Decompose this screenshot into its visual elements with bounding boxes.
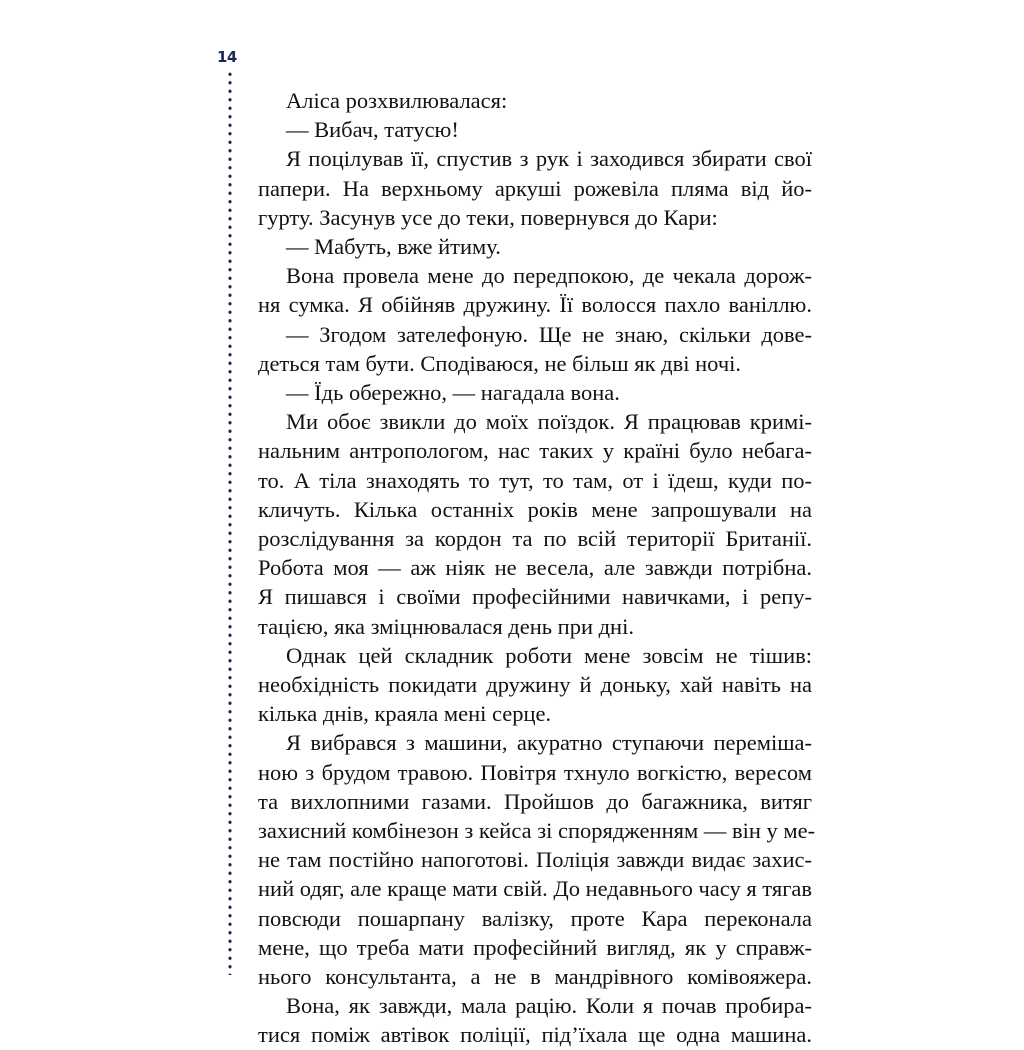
text-line: Вона, як завжди, мала рацію. Коли я почав пробира- [286,993,812,1019]
text-line: Аліса розхвилювалася: [286,88,508,113]
text-line: Ми обоє звикли до моїх поїздок. Я працював кримі- [286,409,812,435]
page-number: 14 [217,48,237,66]
text-line: Я поцілував її, спустив з рук і заходився збирати свої [286,146,812,172]
text-line: — Згодом зателефоную. Ще не знаю, скільки дове- [286,321,812,347]
text-line: папери. На верхньому аркуші рожевіла пляма від йо- [258,175,812,201]
text-line: захисний комбінезон з кейса зі спорядженням — він у ме- [258,818,816,843]
text-line: нальним антропологом, нас таких у країні було небага- [258,438,812,464]
text-line: Я пишався і своїми професійними навичками, і репу- [258,584,812,610]
text-line: — Вибач, татусю! [286,117,459,143]
text-line: деться там бути. Сподіваюся, не більш як дві ночі. [258,350,742,376]
text-line: розслідування за кордон та по всій території Британії. [258,526,812,551]
text-line: ня сумка. Я обійняв дружину. Її волосся пахло ваніллю. [258,292,812,318]
text-line: гурту. Засунув усе до теки, повернувся до Кари: [258,204,718,230]
text-line: — Їдь обережно, — нагадала вона. [286,380,620,405]
text-line: тацією, яка зміцнювалася день при дні. [258,613,634,639]
text-line: Робота моя — аж ніяк не весела, але завжди потрібна. [258,555,812,581]
text-line: Однак цей складник роботи мене зовсім не тішив: [286,642,812,668]
text-line: ний одяг, але краще мати свій. До недавнього часу я тягав [258,876,813,902]
text-line: нього консультанта, а не в мандрівного комівояжера. [258,964,812,989]
text-line: повсюди пошарпану валізку, проте Кара переконала [258,905,812,931]
text-line: Вона провела мене до передпокою, де чекала дорож- [286,263,812,289]
text-line: Я вибрався з машини, акуратно ступаючи перемішa- [286,730,812,756]
text-line: не там постійно напоготові. Поліція завжди видає захис- [258,847,812,873]
text-line: то. А тіла знаходять то тут, то там, от і їдеш, куди по- [258,467,812,493]
text-line: кілька днів, краяла мені серце. [258,701,552,727]
text-line: мене, що треба мати професійний вигляд, як у справж- [258,934,812,960]
text-line: — Мабуть, вже йтиму. [286,234,501,259]
text-line: тися поміж автівок поліції, під’їхала ще одна машина. [258,1022,812,1048]
text-line: необхідність покидати дружину й доньку, хай навіть на [258,672,812,697]
text-line: та вихлопними газами. Пройшов до багажника, витяг [258,788,812,814]
dotted-margin-line [228,70,232,975]
text-line: ною з брудом травою. Повітря тхнуло вогкістю, вересом [258,759,812,785]
text-line: кличуть. Кілька останніх років мене запрошували на [258,496,812,522]
